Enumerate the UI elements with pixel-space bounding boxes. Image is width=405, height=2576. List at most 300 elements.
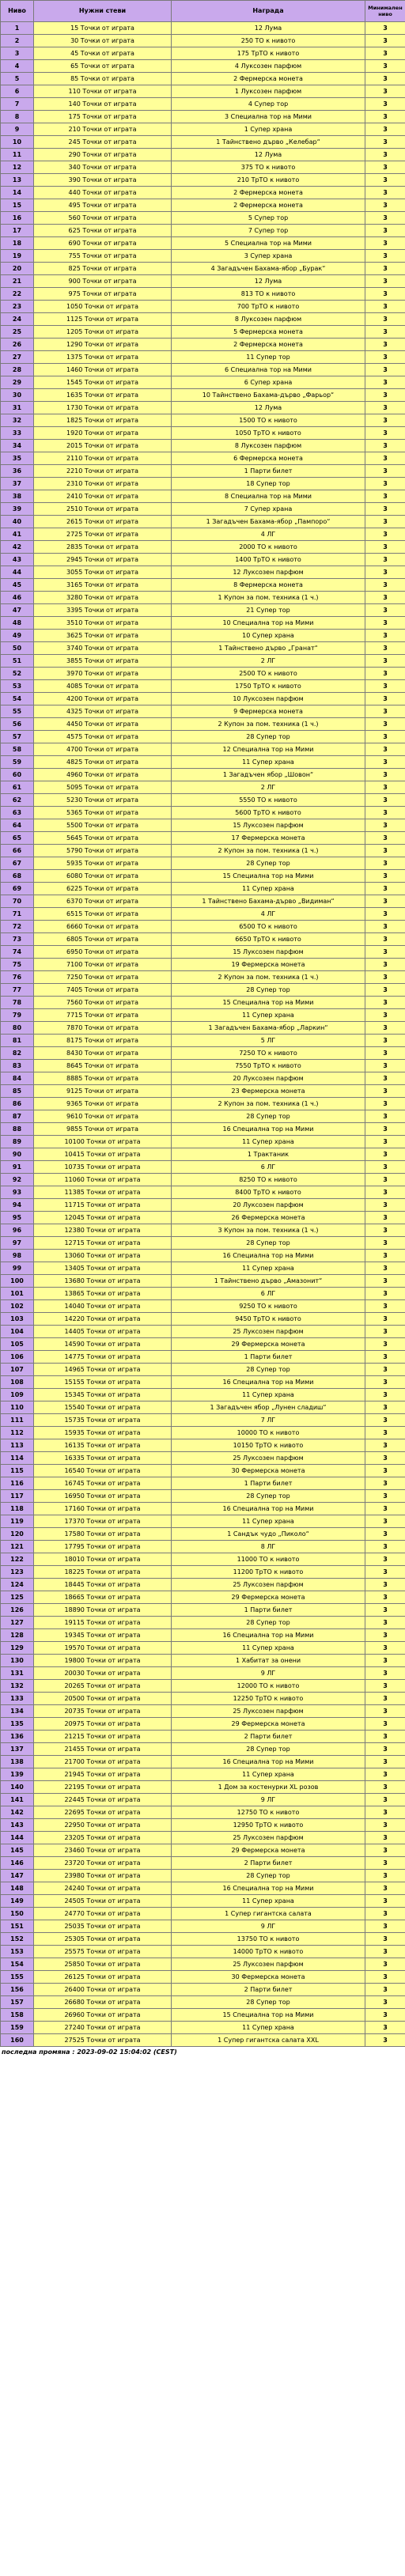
level-cell: 142: [1, 1806, 34, 1819]
reward-cell: 29 Фермерска монета: [172, 1338, 365, 1351]
min-level-cell: 3: [365, 604, 405, 617]
reward-cell: 8 ЛГ: [172, 1541, 365, 1553]
min-level-cell: 3: [365, 98, 405, 111]
table-row: [1, 630, 405, 642]
table-row: [1, 85, 405, 98]
level-cell: 93: [1, 1186, 34, 1199]
level-cell: 147: [1, 1870, 34, 1882]
points-cell: 4085 Точки от играта: [34, 680, 172, 693]
reward-cell: 1 Парти билет: [172, 1604, 365, 1617]
points-cell: 6080 Точки от играта: [34, 870, 172, 883]
reward-cell: 7250 TO к нивото: [172, 1047, 365, 1060]
points-cell: 25035 Точки от играта: [34, 1920, 172, 1933]
reward-cell: 9 ЛГ: [172, 1667, 365, 1680]
level-cell: 8: [1, 111, 34, 123]
level-cell: 20: [1, 263, 34, 275]
level-cell: 160: [1, 2034, 34, 2047]
reward-cell: 1500 TO к нивото: [172, 414, 365, 427]
table-row: [1, 1224, 405, 1237]
points-cell: 25575 Точки от играта: [34, 1946, 172, 1958]
min-level-cell: 3: [365, 1971, 405, 1984]
level-cell: 30: [1, 389, 34, 402]
table-row: [1, 1465, 405, 1477]
reward-cell: 14000 ТрТО к нивото: [172, 1946, 365, 1958]
table-row: [1, 1452, 405, 1465]
points-cell: 2210 Точки от играта: [34, 465, 172, 478]
reward-cell: 11 Супер тор: [172, 351, 365, 364]
min-level-cell: 3: [365, 1212, 405, 1224]
min-level-cell: 3: [365, 1465, 405, 1477]
points-cell: 1635 Точки от играта: [34, 389, 172, 402]
level-cell: 129: [1, 1642, 34, 1655]
min-level-cell: 3: [365, 440, 405, 452]
reward-cell: 28 Супер тор: [172, 1237, 365, 1250]
reward-cell: 16 Специална тор на Мими: [172, 1376, 365, 1389]
reward-cell: 28 Супер тор: [172, 1617, 365, 1629]
level-cell: 24: [1, 313, 34, 326]
points-cell: 1920 Точки от играта: [34, 427, 172, 440]
level-cell: 77: [1, 984, 34, 997]
reward-cell: 2 Парти билет: [172, 1731, 365, 1743]
reward-cell: 10150 ТрТО к нивото: [172, 1439, 365, 1452]
table-row: [1, 1288, 405, 1300]
reward-cell: 3 Купон за пом. техника (1 ч.): [172, 1224, 365, 1237]
points-cell: 6225 Точки от играта: [34, 883, 172, 895]
reward-cell: 3 Специална тор на Мими: [172, 111, 365, 123]
reward-cell: 1 Супер гигантска салата XXL: [172, 2034, 365, 2047]
level-cell: 83: [1, 1060, 34, 1072]
table-row: [1, 1275, 405, 1288]
table-row: [1, 1022, 405, 1035]
level-cell: 152: [1, 1933, 34, 1946]
table-row: [1, 1908, 405, 1920]
min-level-cell: 3: [365, 1224, 405, 1237]
reward-cell: 2 Фермерска монета: [172, 73, 365, 85]
table-row: [1, 465, 405, 478]
points-cell: 7405 Точки от играта: [34, 984, 172, 997]
points-cell: 3055 Точки от играта: [34, 566, 172, 579]
reward-cell: 8 Специална тор на Мими: [172, 490, 365, 503]
points-cell: 11715 Точки от играта: [34, 1199, 172, 1212]
points-cell: 5645 Точки от играта: [34, 832, 172, 845]
level-cell: 128: [1, 1629, 34, 1642]
points-cell: 20265 Точки от играта: [34, 1680, 172, 1693]
points-cell: 5365 Точки от играта: [34, 807, 172, 819]
points-cell: 1825 Точки от играта: [34, 414, 172, 427]
min-level-cell: 3: [365, 984, 405, 997]
reward-cell: 25 Луксозен парфюм: [172, 1832, 365, 1844]
level-cell: 70: [1, 895, 34, 908]
points-cell: 22950 Точки от играта: [34, 1819, 172, 1832]
min-level-cell: 3: [365, 693, 405, 705]
min-level-cell: 3: [365, 225, 405, 237]
points-cell: 6950 Точки от играта: [34, 946, 172, 959]
table-row: [1, 136, 405, 149]
min-level-cell: 3: [365, 1262, 405, 1275]
table-row: [1, 212, 405, 225]
table-row: [1, 604, 405, 617]
table-row: [1, 47, 405, 60]
points-cell: 13865 Точки от играта: [34, 1288, 172, 1300]
reward-cell: 15 Специална тор на Мими: [172, 2009, 365, 2022]
table-row: [1, 781, 405, 794]
points-cell: 290 Точки от играта: [34, 149, 172, 161]
points-cell: 14405 Точки от играта: [34, 1326, 172, 1338]
table-row: [1, 402, 405, 414]
table-row: [1, 1326, 405, 1338]
min-level-cell: 3: [365, 1237, 405, 1250]
table-row: [1, 718, 405, 731]
level-cell: 66: [1, 845, 34, 857]
level-cell: 91: [1, 1161, 34, 1174]
min-level-cell: 3: [365, 1566, 405, 1579]
table-row: [1, 440, 405, 452]
reward-cell: 7 Супер тор: [172, 225, 365, 237]
points-cell: 18665 Точки от играта: [34, 1591, 172, 1604]
points-cell: 3165 Точки от играта: [34, 579, 172, 592]
last-modified-note: последна промяна : 2023-09-02 15:04:02 (CEST): [2, 2048, 177, 2056]
min-level-cell: 3: [365, 288, 405, 301]
table-row: [1, 1718, 405, 1731]
points-cell: 23720 Точки от играта: [34, 1857, 172, 1870]
min-level-cell: 3: [365, 1857, 405, 1870]
reward-cell: 25 Луксозен парфюм: [172, 1705, 365, 1718]
table-row: [1, 149, 405, 161]
level-cell: 17: [1, 225, 34, 237]
level-cell: 35: [1, 452, 34, 465]
level-cell: 112: [1, 1427, 34, 1439]
table-row: [1, 1503, 405, 1515]
points-cell: 8885 Точки от играта: [34, 1072, 172, 1085]
reward-cell: 10 Супер храна: [172, 630, 365, 642]
min-level-cell: 3: [365, 1326, 405, 1338]
reward-cell: 375 TO к нивото: [172, 161, 365, 174]
level-cell: 73: [1, 933, 34, 946]
level-cell: 69: [1, 883, 34, 895]
level-cell: 49: [1, 630, 34, 642]
level-cell: 13: [1, 174, 34, 187]
reward-cell: 1 Загадъчен ябор „Лунен сладиш“: [172, 1401, 365, 1414]
points-cell: 3395 Точки от играта: [34, 604, 172, 617]
points-cell: 13405 Точки от играта: [34, 1262, 172, 1275]
reward-cell: 6650 ТрТО к нивото: [172, 933, 365, 946]
points-cell: 5790 Точки от играта: [34, 845, 172, 857]
min-level-cell: 3: [365, 1705, 405, 1718]
table-row: [1, 1110, 405, 1123]
level-cell: 118: [1, 1503, 34, 1515]
reward-cell: 28 Супер тор: [172, 984, 365, 997]
level-cell: 82: [1, 1047, 34, 1060]
points-cell: 4200 Точки от играта: [34, 693, 172, 705]
points-cell: 19345 Точки от играта: [34, 1629, 172, 1642]
points-cell: 20500 Точки от играта: [34, 1693, 172, 1705]
table-row: [1, 1515, 405, 1528]
table-row: [1, 1364, 405, 1376]
level-cell: 53: [1, 680, 34, 693]
level-cell: 43: [1, 554, 34, 566]
table-row: [1, 997, 405, 1009]
reward-cell: 2 Парти билет: [172, 1984, 365, 1996]
points-cell: 17370 Точки от играта: [34, 1515, 172, 1528]
table-row: [1, 2022, 405, 2034]
min-level-cell: 3: [365, 1389, 405, 1401]
table-row: [1, 1617, 405, 1629]
table-row: [1, 984, 405, 997]
level-cell: 68: [1, 870, 34, 883]
min-level-cell: 3: [365, 668, 405, 680]
level-cell: 95: [1, 1212, 34, 1224]
table-row: [1, 566, 405, 579]
reward-cell: 4 Луксозен парфюм: [172, 60, 365, 73]
min-level-cell: 3: [365, 1186, 405, 1199]
reward-cell: 25 Луксозен парфюм: [172, 1579, 365, 1591]
reward-cell: 700 ТрТО к нивото: [172, 301, 365, 313]
reward-cell: 1 Парти билет: [172, 1477, 365, 1490]
min-level-cell: 3: [365, 971, 405, 984]
table-row: [1, 1262, 405, 1275]
level-cell: 38: [1, 490, 34, 503]
points-cell: 4450 Точки от играта: [34, 718, 172, 731]
table-row: [1, 819, 405, 832]
table-row: [1, 1642, 405, 1655]
points-cell: 27525 Точки от играта: [34, 2034, 172, 2047]
min-level-cell: 3: [365, 1958, 405, 1971]
level-cell: 33: [1, 427, 34, 440]
reward-cell: 4 Супер тор: [172, 98, 365, 111]
reward-cell: 8 Фермерска монета: [172, 579, 365, 592]
reward-cell: 4 ЛГ: [172, 908, 365, 921]
points-cell: 23205 Точки от играта: [34, 1832, 172, 1844]
table-header-row: [1, 1, 405, 22]
table-row: [1, 22, 405, 35]
points-cell: 5500 Точки от играта: [34, 819, 172, 832]
table-row: [1, 452, 405, 465]
reward-cell: 8 Луксозен парфюм: [172, 440, 365, 452]
points-cell: 755 Точки от играта: [34, 250, 172, 263]
level-cell: 86: [1, 1098, 34, 1110]
points-cell: 21455 Точки от играта: [34, 1743, 172, 1756]
min-level-cell: 3: [365, 1617, 405, 1629]
table-row: [1, 60, 405, 73]
reward-cell: 28 Супер тор: [172, 1364, 365, 1376]
points-cell: 26125 Точки от играта: [34, 1971, 172, 1984]
level-cell: 79: [1, 1009, 34, 1022]
level-cell: 116: [1, 1477, 34, 1490]
points-cell: 2615 Точки от играта: [34, 516, 172, 528]
level-cell: 5: [1, 73, 34, 85]
points-cell: 8645 Точки от играта: [34, 1060, 172, 1072]
points-cell: 18010 Точки от играта: [34, 1553, 172, 1566]
reward-cell: 16 Специална тор на Мими: [172, 1882, 365, 1895]
min-level-cell: 3: [365, 1629, 405, 1642]
level-cell: 1: [1, 22, 34, 35]
min-level-cell: 3: [365, 199, 405, 212]
reward-cell: 5 Фермерска монета: [172, 326, 365, 339]
level-cell: 44: [1, 566, 34, 579]
reward-cell: 20 Луксозен парфюм: [172, 1072, 365, 1085]
reward-cell: 26 Фермерска монета: [172, 1212, 365, 1224]
table-row: [1, 1768, 405, 1781]
points-cell: 26960 Точки от играта: [34, 2009, 172, 2022]
level-cell: 143: [1, 1819, 34, 1832]
points-cell: 17795 Точки от играта: [34, 1541, 172, 1553]
points-cell: 15935 Точки от играта: [34, 1427, 172, 1439]
reward-cell: 11 Супер храна: [172, 1389, 365, 1401]
table-row: [1, 1060, 405, 1072]
points-cell: 2835 Точки от играта: [34, 541, 172, 554]
reward-cell: 9250 TO к нивото: [172, 1300, 365, 1313]
level-cell: 46: [1, 592, 34, 604]
min-level-cell: 3: [365, 364, 405, 376]
reward-cell: 9 ЛГ: [172, 1794, 365, 1806]
points-cell: 16335 Точки от играта: [34, 1452, 172, 1465]
level-cell: 103: [1, 1313, 34, 1326]
table-row: [1, 1794, 405, 1806]
reward-cell: 6 ЛГ: [172, 1161, 365, 1174]
table-row: [1, 668, 405, 680]
reward-cell: 1 Тайнствено дърво „Гранат“: [172, 642, 365, 655]
points-cell: 245 Точки от играта: [34, 136, 172, 149]
level-cell: 127: [1, 1617, 34, 1629]
level-cell: 139: [1, 1768, 34, 1781]
table-row: [1, 313, 405, 326]
reward-cell: 12950 ТрТО к нивото: [172, 1819, 365, 1832]
level-cell: 108: [1, 1376, 34, 1389]
level-cell: 34: [1, 440, 34, 452]
reward-cell: 11 Супер храна: [172, 1642, 365, 1655]
reward-cell: 2000 TO к нивото: [172, 541, 365, 554]
reward-cell: 2 Купон за пом. техника (1 ч.): [172, 971, 365, 984]
min-level-cell: 3: [365, 1655, 405, 1667]
reward-cell: 11200 ТрТО к нивото: [172, 1566, 365, 1579]
level-cell: 159: [1, 2022, 34, 2034]
level-cell: 138: [1, 1756, 34, 1768]
level-cell: 101: [1, 1288, 34, 1300]
table-row: [1, 1541, 405, 1553]
table-row: [1, 1705, 405, 1718]
table-row: [1, 1667, 405, 1680]
min-level-cell: 3: [365, 1920, 405, 1933]
table-row: [1, 516, 405, 528]
points-cell: 5935 Точки от играта: [34, 857, 172, 870]
points-cell: 16745 Точки от играта: [34, 1477, 172, 1490]
level-cell: 12: [1, 161, 34, 174]
reward-cell: 11 Супер храна: [172, 1136, 365, 1148]
table-row: [1, 73, 405, 85]
min-level-cell: 3: [365, 959, 405, 971]
min-level-cell: 3: [365, 1288, 405, 1300]
level-cell: 75: [1, 959, 34, 971]
min-level-cell: 3: [365, 376, 405, 389]
table-row: [1, 1756, 405, 1768]
min-level-cell: 3: [365, 1072, 405, 1085]
min-level-cell: 3: [365, 1844, 405, 1857]
points-cell: 1205 Точки от играта: [34, 326, 172, 339]
points-cell: 25305 Точки от играта: [34, 1933, 172, 1946]
reward-cell: 11 Супер храна: [172, 756, 365, 769]
points-cell: 18225 Точки от играта: [34, 1566, 172, 1579]
table-row: [1, 1680, 405, 1693]
min-level-cell: 3: [365, 351, 405, 364]
level-cell: 9: [1, 123, 34, 136]
table-row: [1, 1351, 405, 1364]
reward-cell: 1400 ТрТО к нивото: [172, 554, 365, 566]
points-cell: 27240 Точки от играта: [34, 2022, 172, 2034]
points-cell: 22195 Точки от играта: [34, 1781, 172, 1794]
points-cell: 4325 Точки от играта: [34, 705, 172, 718]
reward-cell: 12000 TO к нивото: [172, 1680, 365, 1693]
points-cell: 17580 Точки от играта: [34, 1528, 172, 1541]
reward-cell: 29 Фермерска монета: [172, 1718, 365, 1731]
level-cell: 51: [1, 655, 34, 668]
reward-cell: 20 Луксозен парфюм: [172, 1199, 365, 1212]
level-cell: 121: [1, 1541, 34, 1553]
min-level-cell: 3: [365, 528, 405, 541]
reward-cell: 1 Парти билет: [172, 465, 365, 478]
level-cell: 125: [1, 1591, 34, 1604]
level-cell: 132: [1, 1680, 34, 1693]
table-row: [1, 1427, 405, 1439]
level-cell: 57: [1, 731, 34, 743]
table-row: [1, 376, 405, 389]
reward-cell: 2 ЛГ: [172, 655, 365, 668]
min-level-cell: 3: [365, 1781, 405, 1794]
table-row: [1, 263, 405, 275]
table-row: [1, 541, 405, 554]
min-level-cell: 3: [365, 1427, 405, 1439]
reward-cell: 3 Супер храна: [172, 250, 365, 263]
reward-cell: 11 Супер храна: [172, 1009, 365, 1022]
table-row: [1, 490, 405, 503]
min-level-cell: 3: [365, 1882, 405, 1895]
reward-cell: 11 Супер храна: [172, 1768, 365, 1781]
reward-cell: 1750 ТрТО к нивото: [172, 680, 365, 693]
level-cell: 40: [1, 516, 34, 528]
header-reward: Награда: [172, 1, 365, 22]
reward-cell: 18 Супер тор: [172, 478, 365, 490]
min-level-cell: 3: [365, 592, 405, 604]
points-cell: 22445 Точки от играта: [34, 1794, 172, 1806]
min-level-cell: 3: [365, 1250, 405, 1262]
points-cell: 9855 Точки от играта: [34, 1123, 172, 1136]
table-row: [1, 1655, 405, 1667]
points-cell: 900 Точки от играта: [34, 275, 172, 288]
points-cell: 18890 Точки от играта: [34, 1604, 172, 1617]
points-cell: 20735 Точки от играта: [34, 1705, 172, 1718]
min-level-cell: 3: [365, 35, 405, 47]
points-cell: 24505 Точки от играта: [34, 1895, 172, 1908]
min-level-cell: 3: [365, 819, 405, 832]
points-cell: 23460 Точки от играта: [34, 1844, 172, 1857]
table-row: [1, 1528, 405, 1541]
level-cell: 59: [1, 756, 34, 769]
reward-cell: 15 Луксозен парфюм: [172, 946, 365, 959]
points-cell: 7250 Точки от играта: [34, 971, 172, 984]
reward-cell: 11000 TO к нивото: [172, 1553, 365, 1566]
min-level-cell: 3: [365, 85, 405, 98]
level-cell: 126: [1, 1604, 34, 1617]
level-cell: 54: [1, 693, 34, 705]
min-level-cell: 3: [365, 47, 405, 60]
level-cell: 65: [1, 832, 34, 845]
level-cell: 115: [1, 1465, 34, 1477]
table-row: [1, 1250, 405, 1262]
points-cell: 495 Точки от играта: [34, 199, 172, 212]
points-cell: 4575 Точки от играта: [34, 731, 172, 743]
table-row: [1, 756, 405, 769]
reward-cell: 7550 ТрТО к нивото: [172, 1060, 365, 1072]
level-cell: 26: [1, 339, 34, 351]
